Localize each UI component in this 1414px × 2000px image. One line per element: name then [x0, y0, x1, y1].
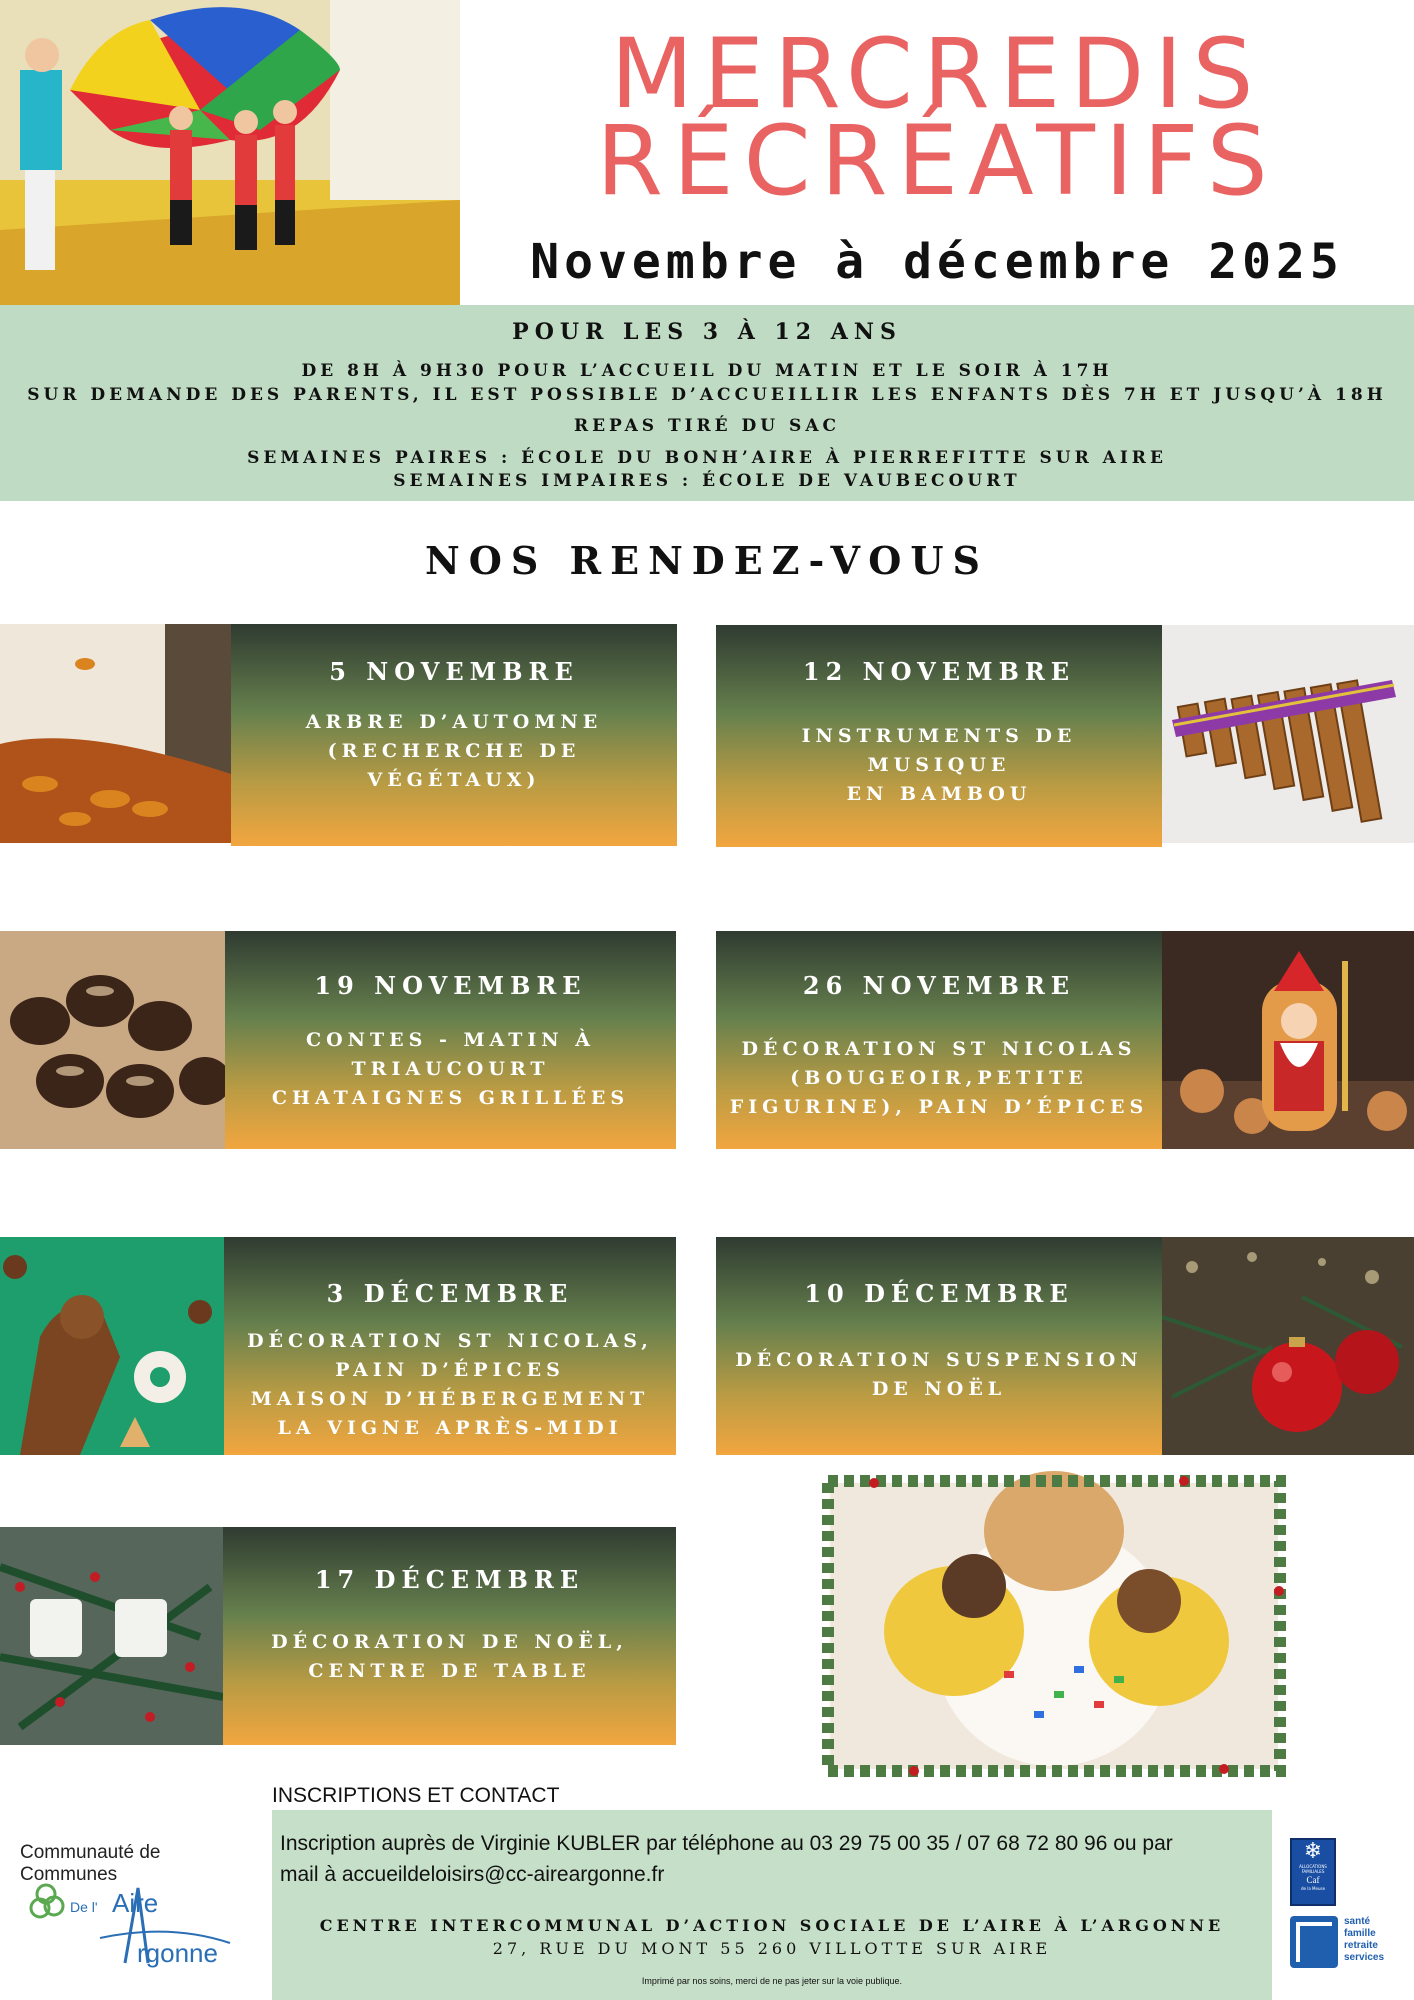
caf-snowflake-icon: ❄: [1303, 1839, 1323, 1864]
msa-tagline: santé famille retraite services: [1344, 1916, 1385, 1963]
event-description: INSTRUMENTS DE MUSIQUE EN BAMBOU: [801, 725, 1077, 805]
meal-info: REPAS TIRÉ DU SAC: [573, 416, 841, 436]
event-description: DÉCORATION ST NICOLAS (BOUGEOIR,PETITE FIGURINE), PAIN D’ÉPICES: [729, 1038, 1149, 1118]
autumn-leaves-photo: [0, 624, 231, 843]
msa-logo: [1290, 1916, 1410, 1970]
children-playing-photo: [804, 1461, 1304, 1791]
event-date: 5 NOVEMBRE: [329, 657, 579, 686]
chocolate-saint-nicolas-photo: [0, 1237, 224, 1455]
event-description: ARBRE D’AUTOMNE (RECHERCHE DE VÉGÉTAUX): [305, 711, 603, 791]
event-description: CONTES - MATIN À TRIAUCOURT CHATAIGNES GRILLÉES: [271, 1029, 630, 1109]
contact-heading: INSCRIPTIONS ET CONTACT: [272, 1784, 560, 1807]
event-date: 12 NOVEMBRE: [802, 657, 1076, 686]
event-card: [223, 1527, 676, 1745]
event-card: [231, 624, 677, 846]
organisation-name: CENTRE INTERCOMMUNAL D’ACTION SOCIALE DE L’AIRE À L’ARGONNE: [319, 1916, 1225, 1935]
event-description: DÉCORATION SUSPENSION DE NOËL: [735, 1349, 1143, 1400]
even-weeks-location: SEMAINES PAIRES : ÉCOLE DU BONH’AIRE À PIERREFITTE SUR AIRE: [247, 448, 1167, 468]
extended-hours: SUR DEMANDE DES PARENTS, IL EST POSSIBLE D’ACCUEILLIR LES ENFANTS DÈS 7H ET JUSQU’À 18H: [27, 385, 1387, 405]
subtitle-period: Novembre à décembre 2025: [530, 234, 1344, 290]
parachute-game-photo: [0, 0, 460, 305]
contact-line-email[interactable]: mail à accueildeloisirs@cc-aireargonne.fr: [280, 1863, 665, 1886]
event-date: 26 NOVEMBRE: [802, 971, 1076, 1000]
cc-logo: [20, 1842, 260, 1982]
contact-box: [272, 1810, 1272, 2000]
event-card: [225, 931, 676, 1149]
christmas-baubles-photo: [1162, 1237, 1414, 1455]
printed-note: Imprimé par nos soins, merci de ne pas jeter sur la voie publique.: [641, 1976, 903, 1986]
event-description: DÉCORATION DE NOËL, CENTRE DE TABLE: [271, 1631, 628, 1682]
event-card: [716, 931, 1162, 1149]
title-line-1: MERCREDIS: [610, 18, 1264, 130]
organisation-address: 27, RUE DU MONT 55 260 VILLOTTE SUR AIRE: [492, 1939, 1052, 1958]
title-line-2: RÉCRÉATIFS: [596, 105, 1278, 217]
event-card: [716, 1237, 1162, 1455]
advent-candles-photo: [0, 1527, 223, 1745]
section-title: NOS RENDEZ-VOUS: [425, 538, 989, 583]
event-description: DÉCORATION ST NICOLAS, PAIN D’ÉPICES MAISON D’HÉBERGEMENT LA VIGNE APRÈS-MIDI: [247, 1330, 653, 1439]
pan-flute-photo: [1162, 625, 1414, 843]
roasted-chestnuts-photo: [0, 931, 225, 1149]
event-date: 17 DÉCEMBRE: [314, 1565, 585, 1594]
info-band: [0, 305, 1414, 501]
cc-logo-de: De l': [70, 1899, 98, 1915]
event-card: [224, 1237, 676, 1455]
event-date: 3 DÉCEMBRE: [326, 1279, 574, 1308]
event-card: [716, 625, 1162, 847]
event-date: 19 NOVEMBRE: [314, 971, 587, 1000]
event-date: 10 DÉCEMBRE: [804, 1279, 1074, 1308]
saint-nicolas-gingerbread-photo: [1162, 931, 1414, 1149]
contact-text: [280, 1828, 1270, 1890]
cc-logo-aire: Aire: [112, 1888, 159, 1918]
caf-logo: ❄ ALLOCATIONS FAMILIALES Caf de la Meuse: [1290, 1838, 1336, 1906]
contact-line-phone: Inscription auprès de Virginie KUBLER par téléphone au 03 29 75 00 35 / 07 68 72 80 96 ou par: [280, 1832, 1173, 1855]
odd-weeks-location: SEMAINES IMPAIRES : ÉCOLE DE VAUBECOURT: [393, 471, 1021, 491]
cc-logo-argonne: rgonne: [137, 1938, 218, 1968]
age-range: POUR LES 3 À 12 ANS: [512, 319, 902, 345]
cc-label: Communauté de Communes: [20, 1842, 161, 1885]
opening-hours: DE 8H À 9H30 POUR L’ACCUEIL DU MATIN ET LE SOIR À 17H: [301, 361, 1113, 381]
